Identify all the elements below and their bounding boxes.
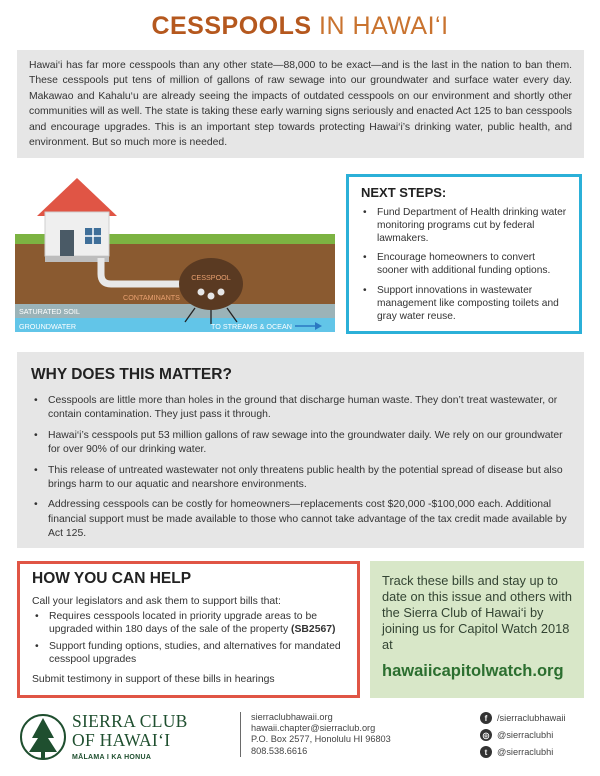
twitter-icon: t: [480, 746, 492, 758]
next-steps-box: [346, 174, 582, 334]
list-item: [32, 610, 345, 637]
cesspool-tank: [179, 258, 243, 310]
logo-line1: SIERRA CLUB: [72, 711, 188, 731]
cesspool-label: CESSPOOL: [191, 273, 231, 282]
help-footer: Submit testimony in support of these bills in hearings: [32, 673, 275, 685]
help-intro: Call your legislators and ask them to support bills that:: [32, 596, 281, 607]
contact-info: [240, 712, 420, 757]
why-heading: WHY DOES THIS MATTER?: [31, 366, 232, 383]
phone-number: 808.538.6616: [251, 745, 308, 756]
website-link[interactable]: sierraclubhawaii.org: [251, 712, 333, 722]
help-heading: HOW YOU CAN HELP: [32, 570, 192, 587]
capitol-watch-box: [370, 561, 584, 698]
list-item: • Addressing cesspools can be costly for homeowners—replacements cost $20,000 -$100,000 each. Additional financial support must be made available to those who cannot take advantage of the tax credit made available by Act 125.: [31, 498, 570, 541]
list-item: • Fund Department of Health drinking water monitoring programs cut by federal lawmakers.: [361, 207, 567, 245]
tree-icon: [20, 708, 66, 766]
list-item: • Encourage homeowners to convert sooner with additional funding options.: [361, 252, 567, 278]
mailing-address: P.O. Box 2577, Honolulu HI 96803: [251, 734, 391, 745]
next-steps-list: [361, 207, 567, 323]
list-item: • This release of untreated wastewater not only threatens public health by the potential spread of disease but also brings harm to our aquatic and nearshore environments.: [31, 464, 570, 493]
sierra-club-logo: [20, 708, 230, 768]
intro-text: Hawai‘i has far more cesspools than any other state—88,000 to be exact—and is the last in the nation to ban them. These cesspools put tens of million of gallons of raw sewage into our groundwater and surface water every day. Makawao and Kahalu‘u are already seeing the impacts of outdated cesspools on our environment and shortly other communities will as well. The state is taking these early warning signs seriously and enacted Act 125 to ban cesspools and encourage upgrades. This is an important step towards protecting Hawai‘i’s drinking water, public health, and environment. But so much more is needed.: [29, 60, 572, 149]
title-sub: IN HAWAI‘I: [319, 12, 449, 40]
page-title: [0, 12, 600, 41]
logo-line2: OF HAWAI‘I: [72, 730, 171, 750]
facebook-link[interactable]: [480, 712, 590, 724]
saturated-soil-label: SATURATED SOIL: [19, 307, 80, 316]
streams-label: TO STREAMS & OCEAN: [211, 322, 292, 331]
list-item: • Support funding options, studies, and alternatives for mandated cesspool upgrades: [32, 640, 345, 667]
twitter-handle: @sierraclubhi: [497, 747, 554, 757]
social-links: [480, 712, 590, 763]
instagram-handle: @sierraclubhi: [497, 730, 554, 740]
bill-number: (SB2567): [291, 624, 336, 635]
house-roof: [37, 178, 117, 216]
facebook-handle: /sierraclubhawaii: [497, 713, 566, 723]
help-list: [32, 610, 345, 667]
logo-name: [72, 712, 188, 750]
capitol-watch-link[interactable]: hawaiicapitolwatch.org: [382, 662, 564, 680]
house-door: [60, 230, 74, 256]
twitter-link[interactable]: [480, 746, 590, 758]
help-item-text: Requires cesspools located in priority upgrade areas to be upgraded within 180 days of the sale of the property: [49, 610, 318, 635]
cesspool-illustration: [15, 172, 335, 340]
contaminants-label: CONTAMINANTS: [123, 293, 180, 302]
title-main: CESSPOOLS: [151, 12, 312, 40]
why-list: [31, 394, 570, 542]
facebook-icon: f: [480, 712, 492, 724]
intro-box: [17, 50, 584, 158]
next-steps-heading: NEXT STEPS:: [361, 185, 447, 200]
list-item: • Cesspools are little more than holes in the ground that discharge human waste. They don’t treat wastewater, or contain contamination. They just pass it through.: [31, 394, 570, 423]
instagram-link[interactable]: [480, 729, 590, 741]
email-link[interactable]: hawaii.chapter@sierraclub.org: [251, 723, 376, 734]
list-item: • Hawai‘i’s cesspools put 53 million gallons of raw sewage into the groundwater daily. We rely on our groundwater for over 90% of our drinking water.: [31, 429, 570, 458]
track-text: Track these bills and stay up to date on this issue and others with the Sierra Club of Hawai‘i by joining us for Capitol Watch 2018 at: [382, 573, 572, 652]
logo-tagline: MĀLAMA I KA HONUA: [72, 754, 152, 761]
why-box: [17, 352, 584, 548]
list-item: • Support innovations in wastewater management like composting toilets and gray water reuse.: [361, 285, 567, 323]
instagram-icon: ◎: [480, 729, 492, 741]
groundwater-label: GROUNDWATER: [19, 322, 77, 331]
how-you-can-help-box: [17, 561, 360, 698]
